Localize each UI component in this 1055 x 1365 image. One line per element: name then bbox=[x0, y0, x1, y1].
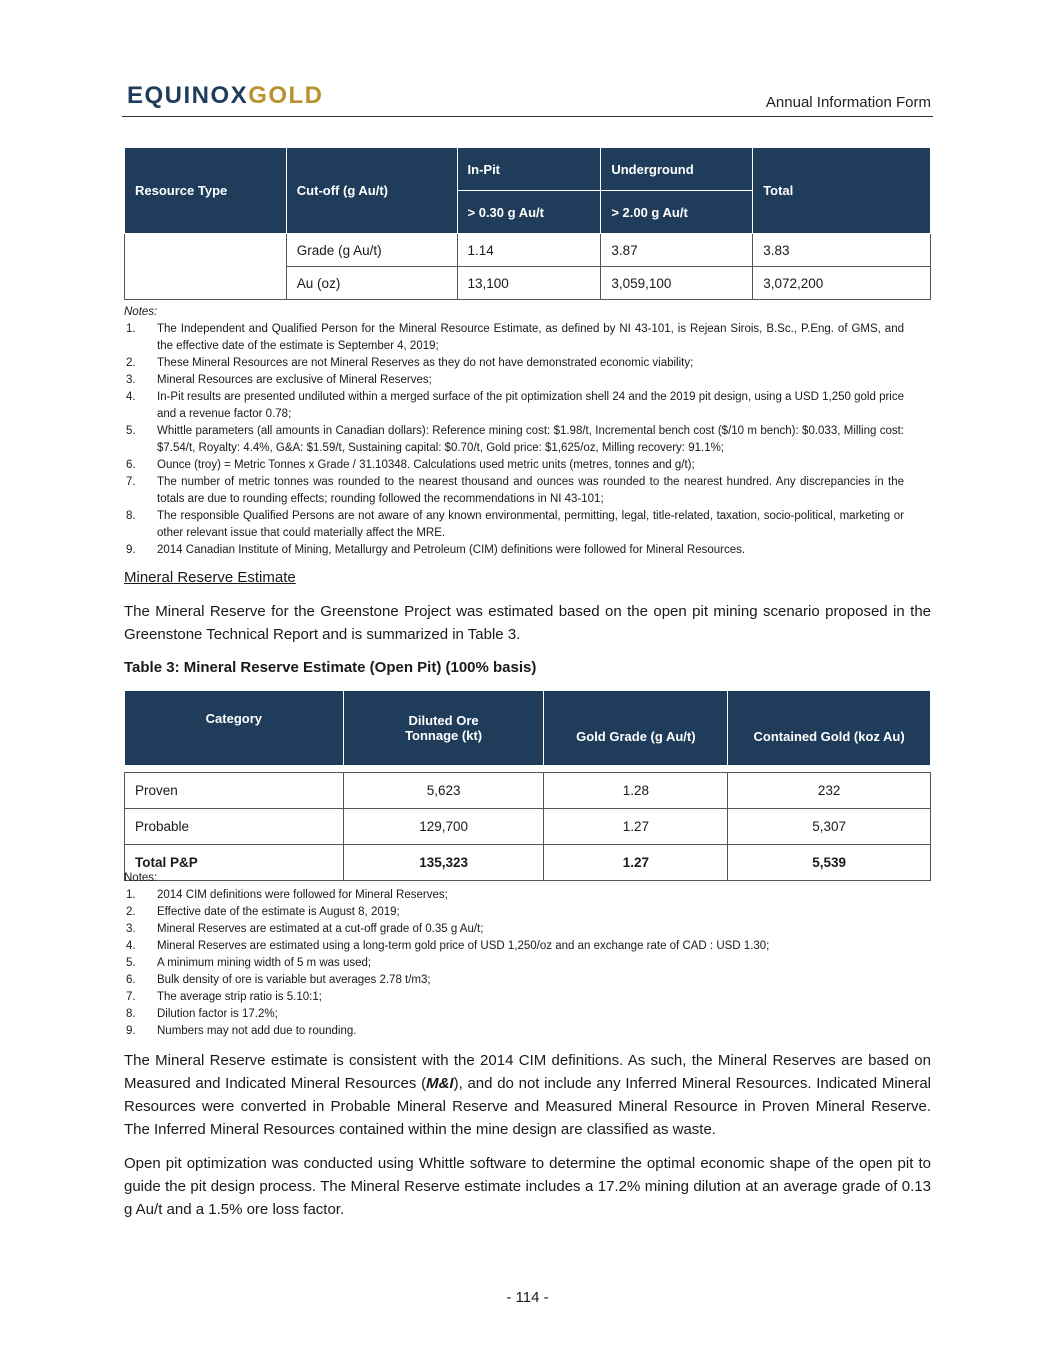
header-in-pit: In-Pit bbox=[457, 148, 601, 191]
note-item: 4. In-Pit results are presented undiluted within a merged surface of the pit optimization shell 24 and the 2019 pit design, using a USD 1,250 gold price and a revenue factor 0.78; bbox=[126, 391, 904, 420]
cell-underground: 3.87 bbox=[601, 234, 753, 267]
cell-tonnage: 5,623 bbox=[343, 773, 544, 809]
note-item: 5. A minimum mining width of 5 m was used; bbox=[126, 957, 372, 969]
header-grade: Gold Grade (g Au/t) bbox=[544, 691, 728, 766]
header-in-pit-cutoff: > 0.30 g Au/t bbox=[457, 191, 601, 234]
note-item: 1. The Independent and Qualified Person for the Mineral Resource Estimate, as defined by NI 43-101, is Rejean Sirois, B.Sc., P.Eng. of GMS, and the effective date of the estimate is September 4, 2019; bbox=[126, 323, 904, 352]
header-underground-cutoff: > 2.00 g Au/t bbox=[601, 191, 753, 234]
cell-gold: 232 bbox=[728, 773, 931, 809]
note-item: 2. Effective date of the estimate is August 8, 2019; bbox=[126, 906, 400, 918]
section-heading: Mineral Reserve Estimate bbox=[124, 569, 296, 586]
note-item: 8. Dilution factor is 17.2%; bbox=[126, 1008, 278, 1020]
note-item: 5. Whittle parameters (all amounts in Canadian dollars): Reference mining cost: $1.98/t, Incremental bench cost ($/10 m bench): $0.033, Milling cost: $7.54/t, Royalty: 4.4%, G&A: $1.59/t, Sustaining capital: $0.70/t, Gold price: $1,625/oz, Milling recovery: 91.1%; bbox=[126, 425, 904, 454]
note-item: 4. Mineral Reserves are estimated using a long-term gold price of USD 1,250/oz and an exchange rate of CAD : USD 1.30; bbox=[126, 940, 770, 952]
table-row bbox=[125, 809, 931, 845]
pit-optimization-paragraph: Open pit optimization was conducted using Whittle software to determine the optimal economic shape of the open pit to guide the pit design process. The Mineral Reserve estimate includes a 17.2% mining dilution at an average grade of 0.13 g Au/t and a 1.5% ore loss factor. bbox=[124, 1155, 931, 1218]
cell-in-pit: 13,100 bbox=[457, 267, 601, 300]
note-item: 8. The responsible Qualified Persons are not aware of any known environmental, permitting, legal, title-related, taxation, socio-political, marketing or other relevant issue that could materially affect the MRE. bbox=[126, 510, 904, 539]
header-cutoff: Cut-off (g Au/t) bbox=[286, 148, 457, 234]
cell-underground: 3,059,100 bbox=[601, 267, 753, 300]
page-number: - 114 - bbox=[506, 1289, 549, 1306]
company-logo bbox=[127, 82, 324, 110]
cell-tonnage: 135,323 bbox=[343, 845, 544, 881]
note-item: 7. The number of metric tonnes was rounded to the nearest thousand and ounces was rounded to the nearest hundred. Any discrepancies in the totals are due to rounding effects; rounding followed the recommendations in NI 43-101; bbox=[126, 476, 904, 505]
table-row bbox=[125, 773, 931, 809]
reserve-notes bbox=[124, 870, 904, 1040]
notes-label: Notes: bbox=[124, 306, 158, 318]
note-item: 6. Bulk density of ore is variable but averages 2.78 t/m3; bbox=[126, 974, 431, 986]
note-item: 3. Mineral Resources are exclusive of Mineral Reserves; bbox=[126, 374, 432, 386]
resource-notes bbox=[124, 304, 904, 559]
logo-gold: GOLD bbox=[248, 82, 324, 109]
row-label: Au (oz) bbox=[286, 267, 457, 300]
header-tonnage: Diluted Ore Tonnage (kt) bbox=[343, 691, 544, 766]
table-caption: Table 3: Mineral Reserve Estimate (Open Pit) (100% basis) bbox=[124, 659, 537, 676]
header-category: Category bbox=[125, 691, 344, 766]
cell-category: Proven bbox=[125, 773, 344, 809]
header-contained-gold: Contained Gold (koz Au) bbox=[728, 691, 931, 766]
cell-tonnage: 129,700 bbox=[343, 809, 544, 845]
note-item: 7. The average strip ratio is 5.10:1; bbox=[126, 991, 322, 1003]
cell-in-pit: 1.14 bbox=[457, 234, 601, 267]
header-resource-type: Resource Type bbox=[125, 148, 287, 234]
cell-grade: 1.28 bbox=[544, 773, 728, 809]
cell-total: 3.83 bbox=[753, 234, 931, 267]
row-label: Grade (g Au/t) bbox=[286, 234, 457, 267]
note-item: 2. These Mineral Resources are not Mineral Reserves as they do not have demonstrated economic viability; bbox=[126, 357, 694, 369]
notes-list bbox=[124, 887, 904, 1040]
cell-category: Total P&P bbox=[125, 845, 344, 881]
cell-total: 3,072,200 bbox=[753, 267, 931, 300]
note-item: 1. 2014 CIM definitions were followed for Mineral Reserves; bbox=[126, 889, 448, 901]
notes-list bbox=[124, 321, 904, 559]
empty-cell bbox=[125, 234, 287, 300]
logo-equinox: EQUINOX bbox=[127, 82, 249, 109]
mineral-resource-table bbox=[124, 147, 931, 300]
table-row bbox=[125, 234, 931, 267]
note-item: 6. Ounce (troy) = Metric Tonnes x Grade / 31.10348. Calculations used metric units (metres, tonnes and g/t); bbox=[126, 459, 695, 471]
note-item: 3. Mineral Reserves are estimated at a cut-off grade of 0.35 g Au/t; bbox=[126, 923, 484, 935]
cell-gold: 5,539 bbox=[728, 845, 931, 881]
cell-gold: 5,307 bbox=[728, 809, 931, 845]
reserve-intro-paragraph: The Mineral Reserve for the Greenstone Project was estimated based on the open pit mining scenario proposed in the Greenstone Technical Report and is summarized in Table 3. bbox=[124, 603, 931, 643]
mineral-reserve-table bbox=[124, 690, 931, 881]
notes-label: Notes: bbox=[124, 872, 158, 884]
document-title: Annual Information Form bbox=[765, 94, 931, 111]
cell-grade: 1.27 bbox=[544, 845, 728, 881]
spacer-row bbox=[125, 766, 931, 773]
page-header bbox=[122, 80, 933, 117]
cell-grade: 1.27 bbox=[544, 809, 728, 845]
reserve-cim-paragraph: The Mineral Reserve estimate is consistent with the 2014 CIM definitions. As such, the Mineral Reserves are based on Measured and Indicated Mineral Resources (M&I), and do not include any Inferred Mineral Resources. Indicated Mineral Resources were converted in Probable Mineral Reserve and Measured Mineral Resource in Proven Mineral Reserve. The Inferred Mineral Resources contained within the mine design are classified as waste. bbox=[124, 1052, 931, 1138]
header-underground: Underground bbox=[601, 148, 753, 191]
note-item: 9. 2014 Canadian Institute of Mining, Metallurgy and Petroleum (CIM) definitions were followed for Mineral Resources. bbox=[126, 544, 746, 556]
cell-category: Probable bbox=[125, 809, 344, 845]
header-total: Total bbox=[753, 148, 931, 234]
note-item: 9. Numbers may not add due to rounding. bbox=[126, 1025, 357, 1037]
